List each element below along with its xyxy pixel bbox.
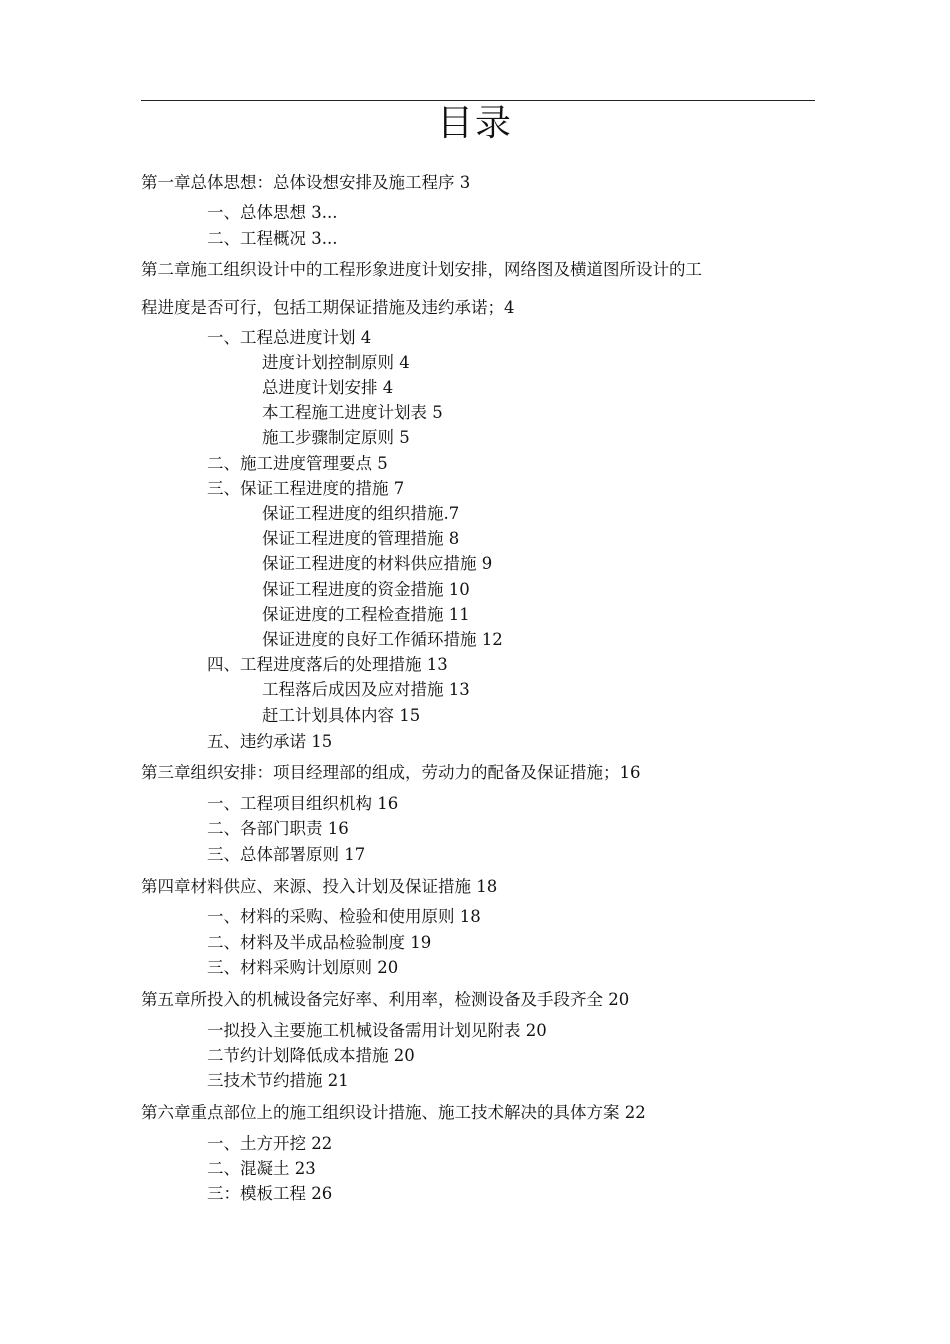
toc-entry[interactable]: 保证工程进度的资金措施 10 [262,580,470,599]
toc-entry[interactable]: 三、材料采购计划原则 20 [207,958,399,977]
toc-entry[interactable]: 第一章总体思想：总体设想安排及施工程序 3 [141,173,471,192]
toc-entry[interactable]: 三、总体部署原则 17 [207,845,366,864]
toc-entry[interactable]: 二、材料及半成品检验制度 19 [207,933,432,952]
toc-entry[interactable]: 一、土方开挖 22 [207,1134,333,1153]
toc-entry[interactable]: 总进度计划安排 4 [262,378,394,397]
toc-entry[interactable]: 三：模板工程 26 [207,1184,333,1203]
toc-entry[interactable]: 一、材料的采购、检验和使用原则 18 [207,907,481,926]
toc-entry[interactable]: 二、混凝土 23 [207,1159,316,1178]
toc-entry[interactable]: 一、工程总进度计划 4 [207,328,372,347]
toc-entry[interactable]: 二、各部门职责 16 [207,819,349,838]
toc-entry[interactable]: 本工程施工进度计划表 5 [262,403,443,422]
toc-entry[interactable]: 第四章材料供应、来源、投入计划及保证措施 18 [141,877,498,896]
page-title: 目录 [436,103,513,144]
toc-entry[interactable]: 一拟投入主要施工机械设备需用计划见附表 20 [207,1021,547,1040]
toc-entry[interactable]: 第三章组织安排：项目经理部的组成，劳动力的配备及保证措施；16 [141,763,641,782]
toc-entry[interactable]: 四、工程进度落后的处理措施 13 [207,655,448,674]
toc-entry[interactable]: 第五章所投入的机械设备完好率、利用率，检测设备及手段齐全 20 [141,990,630,1009]
toc-entry[interactable]: 三、保证工程进度的措施 7 [207,479,405,498]
toc-entry[interactable]: 二、施工进度管理要点 5 [207,454,388,473]
toc-entry[interactable]: 三技术节约措施 21 [207,1071,349,1090]
toc-entry[interactable]: 第二章施工组织设计中的工程形象进度计划安排，网络图及横道图所设计的工 [141,260,702,279]
toc-entry[interactable]: 保证工程进度的管理措施 8 [262,529,460,548]
toc-entry[interactable]: 第六章重点部位上的施工组织设计措施、施工技术解决的具体方案 22 [141,1103,646,1122]
toc-entry[interactable]: 保证工程进度的组织措施.7 [262,504,460,523]
toc-entry[interactable]: 二节约计划降低成本措施 20 [207,1046,415,1065]
toc-entry[interactable]: 施工步骤制定原则 5 [262,428,410,447]
toc-entry[interactable]: 一、总体思想 3... [207,203,338,222]
toc-entry[interactable]: 程进度是否可行，包括工期保证措施及违约承诺；4 [141,298,515,317]
toc-entry[interactable]: 进度计划控制原则 4 [262,353,410,372]
toc-entry[interactable]: 保证工程进度的材料供应措施 9 [262,554,493,573]
toc-entry[interactable]: 保证进度的工程检查措施 11 [262,605,470,624]
toc-entry[interactable]: 二、工程概况 3... [207,229,338,248]
toc-entry[interactable]: 一、工程项目组织机构 16 [207,794,399,813]
toc-entry[interactable]: 工程落后成因及应对措施 13 [262,680,470,699]
toc-entry[interactable]: 赶工计划具体内容 15 [262,706,421,725]
toc-entry[interactable]: 保证进度的良好工作循环措施 12 [262,630,503,649]
toc-entry[interactable]: 五、违约承诺 15 [207,732,333,751]
